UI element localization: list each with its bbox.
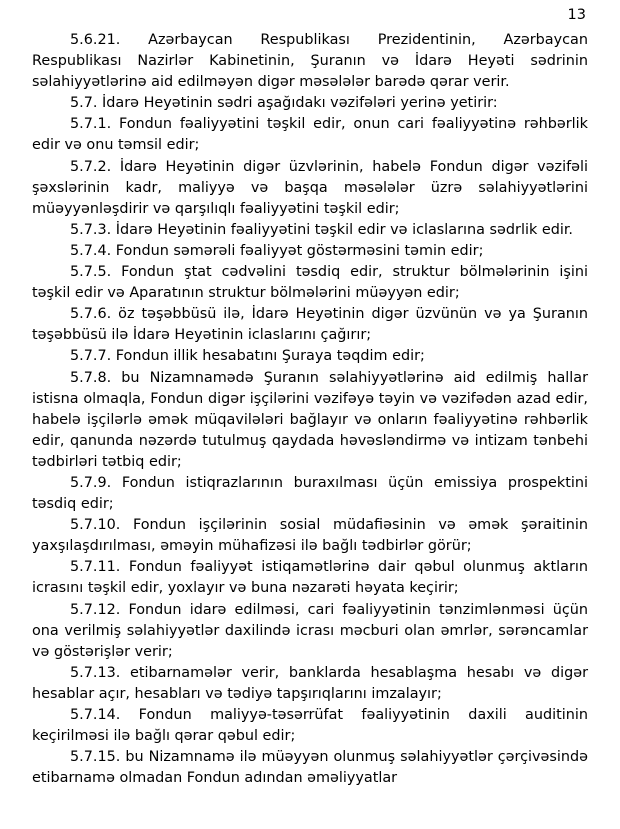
document-body bbox=[32, 30, 588, 789]
paragraph: 5.7.10. Fondun işçilərinin sosial müdafiəsinin və əmək şəraitinin yaxşılaşdırılması, əməyin mühafizəsi ilə bağlı tədbirlər görür; bbox=[32, 517, 588, 555]
paragraph: 5.7.13. etibarnamələr verir, banklarda hesablaşma hesabı və digər hesablar açır, hesabları və tədiyə tapşırıqlarını imzalayır; bbox=[32, 664, 588, 702]
paragraph: 5.7.3. İdarə Heyətinin fəaliyyətini təşkil edir və iclaslarına sədrlik edir. bbox=[70, 221, 574, 238]
paragraph: 5.7.1. Fondun fəaliyyətini təşkil edir, onun cari fəaliyyətinə rəhbərlik edir və onu təmsil edir; bbox=[32, 116, 588, 154]
paragraph: 5.7.14. Fondun maliyyə-təsərrüfat fəaliyyətinin daxili auditinin keçirilməsi ilə bağlı qərar qəbul edir; bbox=[32, 707, 588, 745]
paragraph: 5.7.9. Fondun istiqrazlarının buraxılması üçün emissiya prospektini təsdiq edir; bbox=[32, 474, 588, 513]
paragraph: 5.7. İdarə Heyətinin sədri aşağıdakı vəzifələri yerinə yetirir: bbox=[70, 95, 498, 112]
paragraph: 5.7.4. Fondun səmərəli fəaliyyət göstərməsini təmin edir; bbox=[70, 242, 484, 259]
page-number: 13 bbox=[567, 7, 586, 23]
paragraph: 5.7.15. bu Nizamnamə ilə müəyyən olunmuş səlahiyyətlər çərçivəsində etibarnamə olmadan Fondun adından əməliyyatlar bbox=[32, 749, 588, 787]
paragraph: 5.7.2. İdarə Heyətinin digər üzvlərinin, habelə Fondun digər vəzifəli şəxslərinin kadr, maliyyə və başqa məsələlər üzrə səlahiyyətlərini müəyyənləşdirir və qarşılıqlı fəaliyyətini təşkil edir; bbox=[32, 158, 588, 217]
paragraph: 5.7.12. Fondun idarə edilməsi, cari fəaliyyətinin tənzimlənməsi üçün ona verilmiş səlahiyyətlər daxilində icrası məcburi olan əmrlər, sərəncamlar və göstərişlər verir; bbox=[32, 601, 588, 660]
paragraph: 5.7.5. Fondun ştat cədvəlini təsdiq edir, struktur bölmələrinin işini təşkil edir və Aparatının struktur bölmələrini müəyyən edir; bbox=[32, 264, 588, 302]
paragraph: 5.7.8. bu Nizamnamədə Şuranın səlahiyyətlərinə aid edilmiş hallar istisna olmaqla, Fondun digər işçilərini vəzifəyə təyin və vəzifədən azad edir, habelə işçilərlə əmək müqavilələri bağlayır və onların fəaliyyətinə rəhbərlik edir, qanunda nəzərdə tutulmuş qaydada həvəsləndirmə və intizam tənbehi tədbirləri tətbiq edir; bbox=[32, 369, 588, 470]
paragraph: 5.7.11. Fondun fəaliyyət istiqamətlərinə dair qəbul olunmuş aktların icrasını təşkil edir, yoxlayır və bunа nəzarəti həyata keçirir; bbox=[32, 559, 588, 597]
paragraph: 5.7.7. Fondun illik hesabatını Şuraya təqdim edir; bbox=[70, 348, 425, 365]
paragraph: 5.6.21. Azərbaycan Respublikası Prezidentinin, Azərbaycan Respublikası Nazirlər Kabinetinin, Şuranın və İdarə Heyəti sədrinin səlahiyyətlərinə aid edilməyən digər məsələlər barədə qərar verir. bbox=[32, 32, 588, 91]
paragraph: 5.7.6. öz təşəbbüsü ilə, İdarə Heyətinin digər üzvünün və ya Şuranın təşəbbüsü ilə İdarə Heyətinin iclaslarını çağırır; bbox=[32, 306, 588, 344]
